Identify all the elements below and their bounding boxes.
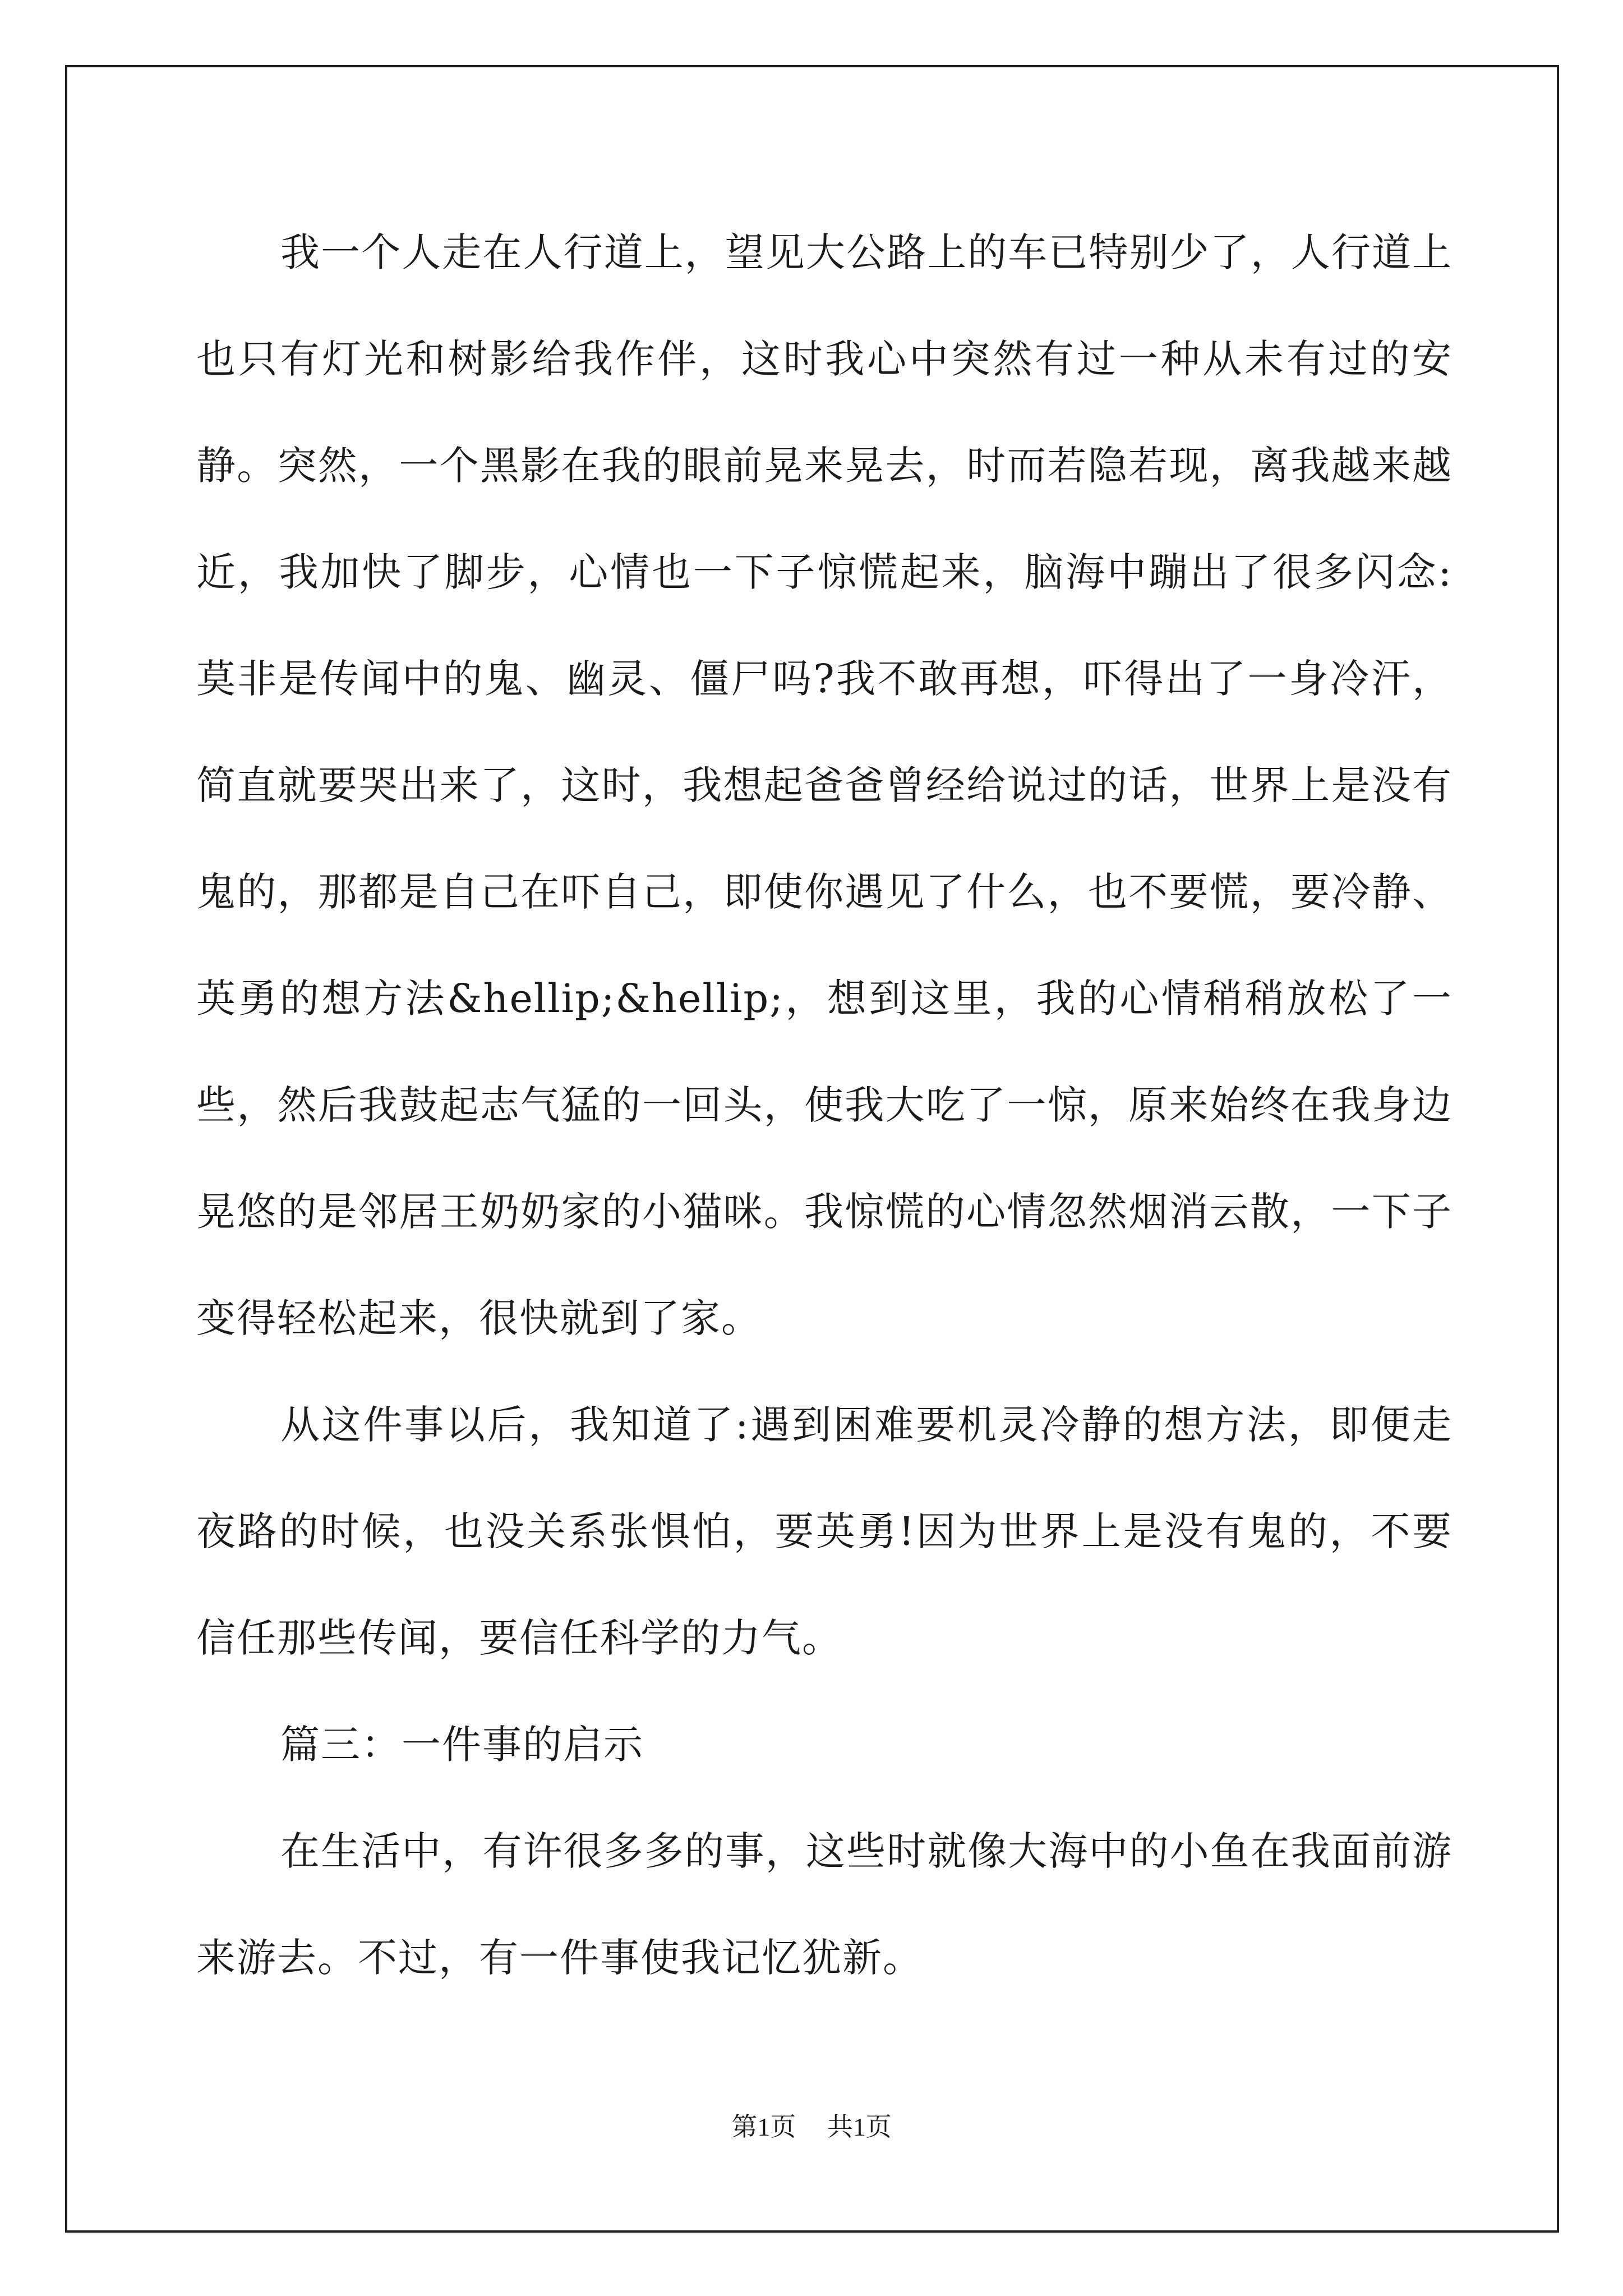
page-number-current: 第1页 [731, 2113, 796, 2141]
page-number-total: 共1页 [827, 2113, 892, 2141]
page-footer [0, 2106, 1623, 2143]
section-heading: 篇三：一件事的启示 [280, 1722, 644, 1768]
paragraph-1: 我一个人走在人行道上，望见大公路上的车已特别少了，人行道上也只有灯光和树影给我作伴，这时我心中突然有过一种从未有过的安静。突然，一个黑影在我的眼前晃来晃去，时而若隐若现，离我越来越近，我加快了脚步，心情也一下子惊慌起来，脑海中蹦出了很多闪念:莫非是传闻中的鬼、幽灵、僵尸吗?我不敢再想，吓得出了一身冷汗，简直就要哭出来了，这时，我想起爸爸曾经给说过的话，世界上是没有鬼的，那都是自己在吓自己，即使你遇见了什么，也不要慌，要冷静、英勇的想方法&hellip;&hellip;，想到这里，我的心情稍稍放松了一些，然后我鼓起志气猛的一回头，使我大吃了一惊，原来始终在我身边晃悠的是邻居王奶奶家的小猫咪。我惊慌的心情忽然烟消云散，一下子变得轻松起来，很快就到了家。 [196, 229, 1453, 1341]
document-body [196, 199, 1453, 2011]
paragraph-3: 在生活中，有许很多多的事，这些时就像大海中的小鱼在我面前游来游去。不过，有一件事使我记忆犹新。 [196, 1828, 1453, 1981]
paragraph-2: 从这件事以后，我知道了:遇到困难要机灵冷静的想方法，即便走夜路的时候，也没关系张惧怕，要英勇!因为世界上是没有鬼的，不要信任那些传闻，要信任科学的力气。 [196, 1402, 1453, 1661]
